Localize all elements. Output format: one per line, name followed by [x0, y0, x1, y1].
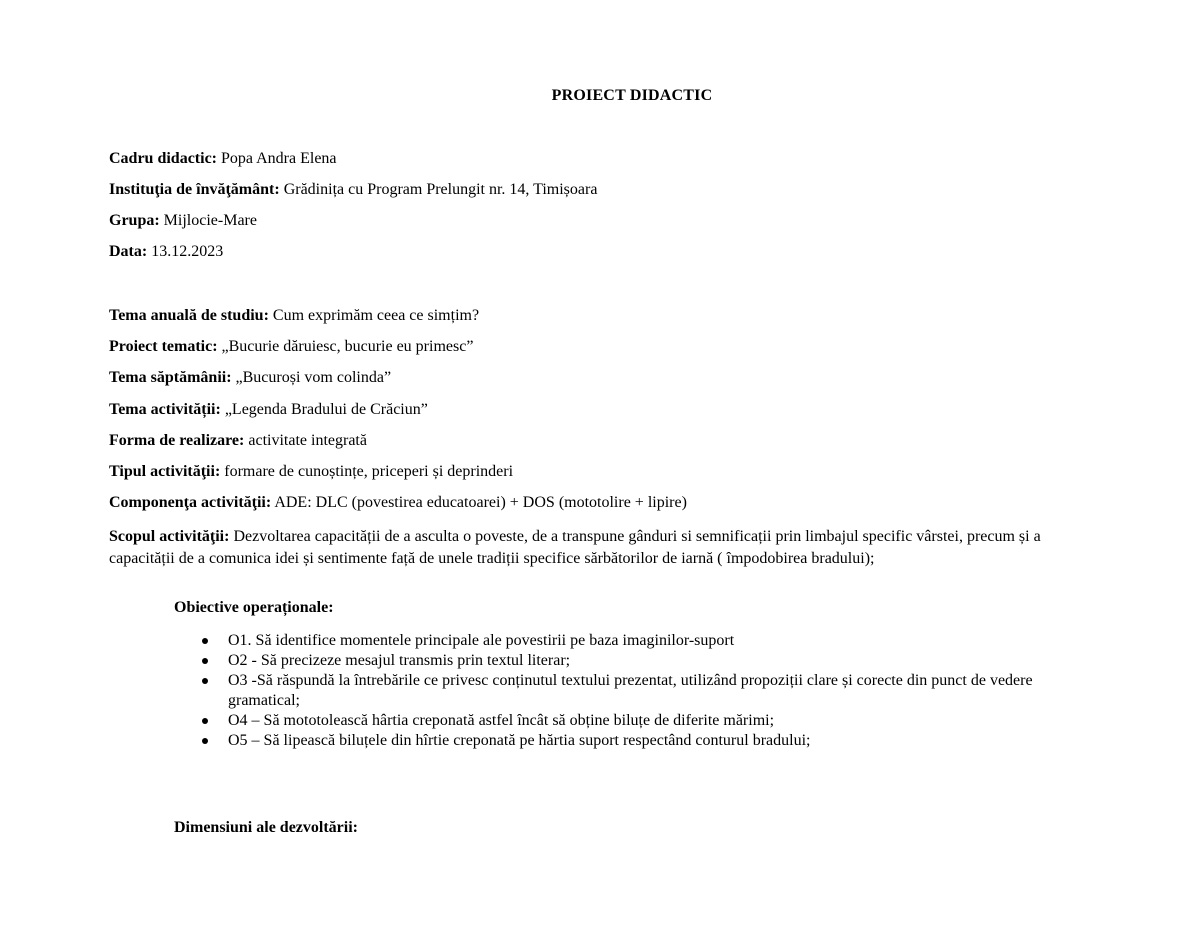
field-tema-activitatii — [109, 401, 428, 419]
bullet-icon — [202, 718, 208, 724]
field-label: Tipul activităţii: — [109, 463, 221, 480]
bullet-icon — [202, 738, 208, 744]
field-value: „Bucurie dăruiesc, bucurie eu primesc” — [217, 338, 474, 355]
field-label: Forma de realizare: — [109, 432, 245, 449]
objective-item — [200, 631, 1100, 651]
objective-text: O4 – Să mototolească hârtia creponată astfel încât să obține biluțe de diferite mărimi; — [228, 712, 775, 729]
scope-text: Dezvoltarea capacității de a asculta o poveste, de a transpune gânduri si semnificații prin limbajul specific vârstei, precum și a capacității de a comunica idei și sentimente față de unele tradiții specifice sărbătorilor de iarnă ( împodobirea bradului); — [109, 528, 1041, 567]
field-grupa — [109, 212, 257, 230]
field-value: ADE: DLC (povestirea educatoarei) + DOS (mototolire + lipire) — [271, 494, 687, 511]
bullet-icon — [202, 678, 208, 684]
field-institutia — [109, 181, 597, 199]
field-label: Tema activității: — [109, 401, 221, 418]
field-proiect-tematic — [109, 338, 473, 356]
field-label: Tema săptămânii: — [109, 369, 232, 386]
bullet-icon — [202, 638, 208, 644]
field-value: Popa Andra Elena — [217, 150, 337, 167]
field-value: Grădinița cu Program Prelungit nr. 14, Timișoara — [279, 181, 598, 198]
field-value: Cum exprimăm ceea ce simțim? — [268, 307, 480, 324]
field-label: Grupa: — [109, 212, 160, 229]
objective-text: O1. Să identifice momentele principale ale povestirii pe baza imaginilor-suport — [228, 632, 735, 649]
objectives-list — [200, 631, 1100, 751]
objective-text: O2 - Să precizeze mesajul transmis prin textul literar; — [228, 652, 571, 669]
field-label: Data: — [109, 243, 148, 260]
field-label: Cadru didactic: — [109, 150, 217, 167]
field-value: „Legenda Bradului de Crăciun” — [220, 401, 428, 418]
field-tema-anuala — [109, 307, 479, 325]
field-tipul-activitatii — [109, 463, 513, 481]
bullet-icon — [202, 658, 208, 664]
scope-label: Scopul activităţii: — [109, 528, 230, 545]
field-value: „Bucuroși vom colinda” — [231, 369, 392, 386]
document-title: PROIECT DIDACTIC — [551, 87, 713, 104]
field-label: Tema anuală de studiu: — [109, 307, 269, 324]
objective-item — [200, 711, 1100, 731]
objectives-heading: Obiective operaționale: — [174, 599, 334, 616]
field-componenta-activitatii — [109, 494, 687, 512]
field-label: Componenţa activităţii: — [109, 494, 272, 511]
field-value: formare de cunoștințe, priceperi și deprinderi — [220, 463, 514, 480]
field-forma-realizare — [109, 432, 367, 450]
objective-item — [200, 731, 1100, 751]
objective-text: O5 – Să lipească biluțele din hîrtie creponată pe hărtia suport respectând conturul bradului; — [228, 732, 811, 749]
objective-item — [200, 671, 1100, 711]
field-label: Proiect tematic: — [109, 338, 218, 355]
field-data — [109, 243, 223, 261]
field-value: 13.12.2023 — [147, 243, 224, 260]
dimensions-heading: Dimensiuni ale dezvoltării: — [174, 819, 358, 836]
field-label: Instituţia de învăţământ: — [109, 181, 280, 198]
objective-text: O3 -Să răspundă la întrebările ce privesc conținutul textului prezentat, utilizând propoziții clare și corecte din punct de vedere gramatical; — [228, 672, 1033, 709]
field-value: activitate integrată — [244, 432, 367, 449]
field-value: Mijlocie-Mare — [159, 212, 257, 229]
scope-paragraph — [109, 526, 1099, 570]
field-tema-saptamanii — [109, 369, 391, 387]
objective-item — [200, 651, 1100, 671]
field-cadru-didactic — [109, 150, 337, 168]
